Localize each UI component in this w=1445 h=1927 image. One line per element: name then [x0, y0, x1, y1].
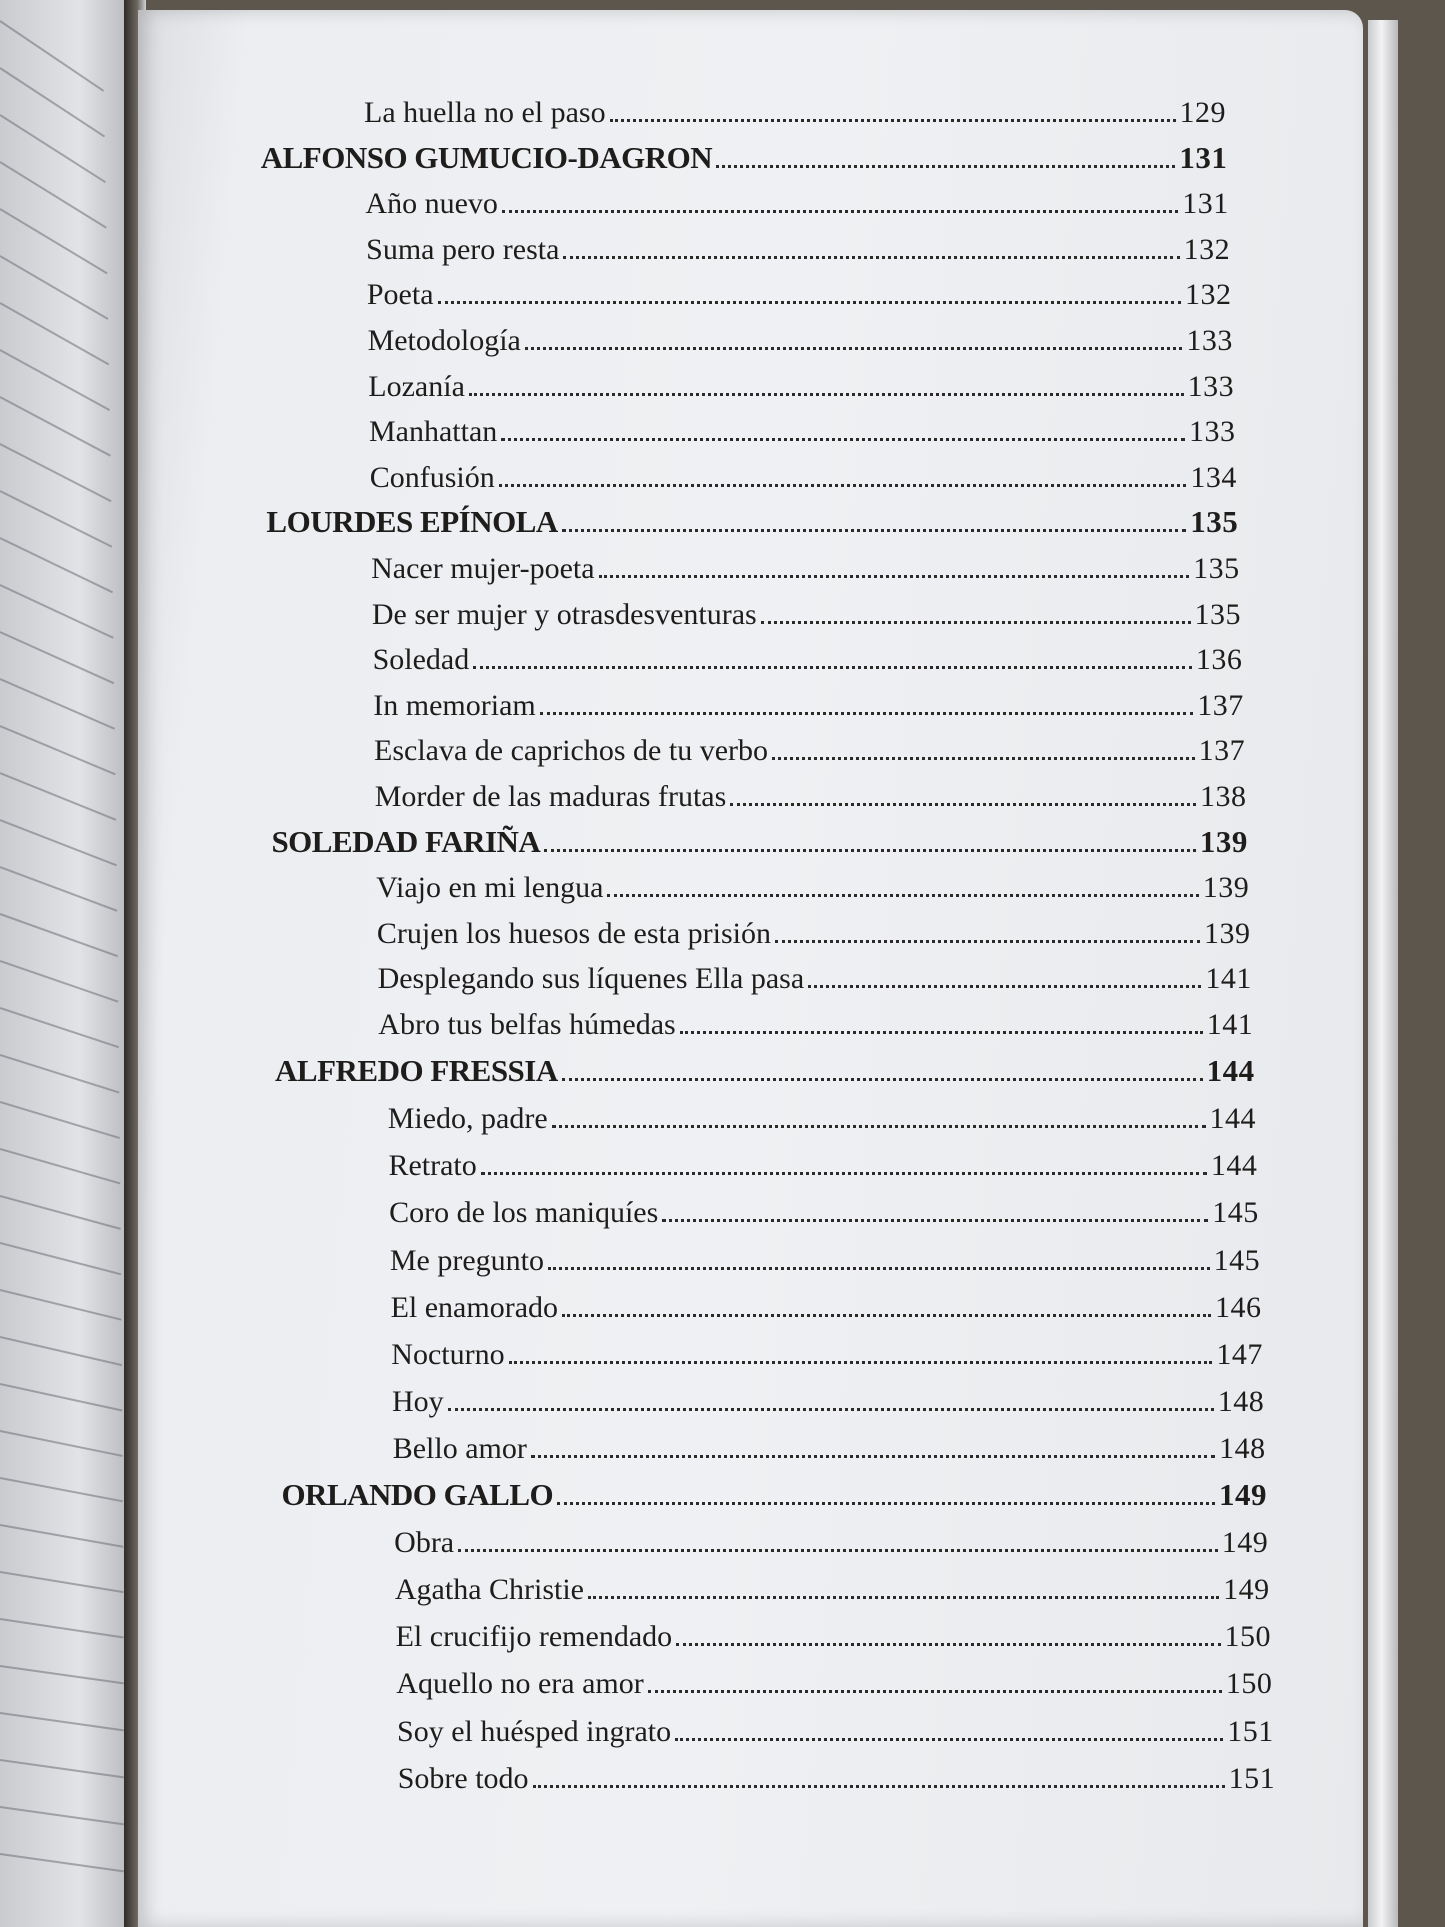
dot-leader	[509, 1361, 1213, 1364]
toc-entry-title: El crucifijo remendado	[395, 1620, 673, 1654]
toc-poem-entry	[396, 1657, 1272, 1701]
toc-entry-title: Metodología	[367, 324, 521, 357]
facing-page-line	[0, 1665, 124, 1684]
page-stack-edge	[1368, 20, 1398, 1927]
toc-page-number: 133	[1187, 369, 1235, 403]
toc-entry-title: ALFONSO GUMUCIO-DAGRON	[260, 139, 713, 175]
toc-poem-entry	[388, 1139, 1257, 1183]
toc-poem-entry	[388, 1092, 1256, 1136]
toc-poem-entry	[391, 1281, 1262, 1325]
toc-page-number: 150	[1224, 1620, 1272, 1654]
toc-page-number: 148	[1217, 1384, 1265, 1418]
toc-entry-title: Hoy	[392, 1384, 444, 1418]
toc-poem-entry	[394, 1516, 1268, 1560]
toc-poem-entry	[371, 542, 1240, 586]
toc-entry-title: Soy el huésped ingrato	[397, 1714, 672, 1748]
dot-leader	[481, 1172, 1207, 1175]
facing-page-line	[0, 725, 116, 775]
toc-author-entry	[261, 132, 1228, 176]
toc-entry-title: Bello amor	[392, 1431, 527, 1465]
dot-leader	[473, 666, 1192, 669]
toc-page-number: 138	[1199, 780, 1247, 813]
toc-entry-title: Viajo en mi lengua	[376, 871, 604, 905]
toc-entry-title: Sobre todo	[397, 1761, 529, 1795]
dot-leader	[552, 1125, 1206, 1128]
toc-author-entry	[271, 816, 1247, 860]
facing-page-line	[0, 1054, 120, 1093]
facing-page-line	[0, 396, 111, 456]
dot-leader	[648, 1690, 1222, 1693]
toc-entry-title: La huella no el paso	[364, 96, 606, 129]
toc-entry-title: Soledad	[372, 643, 470, 677]
toc-page-number: 149	[1221, 1526, 1269, 1560]
toc-page-number: 144	[1209, 1102, 1257, 1136]
facing-page-line	[0, 20, 104, 92]
toc-poem-entry	[375, 770, 1247, 814]
toc-entry-title: Confusión	[369, 460, 495, 494]
facing-page-line	[0, 960, 119, 1003]
dot-leader	[448, 1408, 1214, 1411]
dot-leader	[610, 119, 1176, 122]
dot-leader	[562, 1078, 1203, 1081]
dot-leader	[730, 803, 1196, 806]
toc-entry-title: LOURDES EPÍNOLA	[266, 504, 558, 540]
facing-page-line	[0, 1383, 122, 1411]
toc-page-number: 132	[1183, 232, 1231, 266]
toc-entry-title: Me pregunto	[389, 1243, 545, 1277]
dot-leader	[458, 1549, 1218, 1552]
dot-leader	[502, 210, 1178, 213]
toc-page-number: 145	[1213, 1243, 1261, 1277]
facing-page-line	[0, 1195, 121, 1230]
toc-entry-title: El enamorado	[390, 1290, 559, 1324]
toc-page-number: 133	[1189, 415, 1236, 449]
toc-poem-entry	[370, 451, 1237, 495]
toc-entry-title: Poeta	[366, 278, 434, 312]
facing-page-line	[0, 1806, 124, 1825]
dot-leader	[775, 940, 1200, 943]
toc-entry-title: Agatha Christie	[394, 1573, 585, 1607]
dot-leader	[531, 1455, 1215, 1458]
toc-entry-title: Crujen los huesos de esta prisión	[376, 916, 771, 950]
toc-entry-title: ALFREDO FRESSIA	[275, 1053, 558, 1089]
facing-page-line	[0, 1101, 120, 1139]
toc-poem-entry	[377, 907, 1251, 951]
toc-page-number: 136	[1195, 643, 1243, 677]
toc-poem-entry	[368, 360, 1234, 404]
toc-page-number: 144	[1210, 1149, 1258, 1183]
toc-page-number: 149	[1223, 1573, 1270, 1607]
toc-entry-title: Lozanía	[368, 369, 465, 403]
toc-entry-title: Suma pero resta	[366, 232, 560, 266]
toc-author-entry	[266, 496, 1238, 540]
toc-page-number: 135	[1193, 552, 1240, 585]
toc-poem-entry	[373, 679, 1243, 723]
facing-page-line	[0, 678, 115, 730]
toc-poem-entry	[396, 1610, 1271, 1654]
dot-leader	[525, 347, 1182, 350]
toc-poem-entry	[373, 633, 1243, 677]
toc-page-number: 134	[1190, 460, 1237, 494]
toc-poem-entry	[393, 1422, 1266, 1466]
toc-author-entry	[275, 1045, 1255, 1089]
dot-leader	[469, 393, 1184, 396]
toc-page-number: 145	[1212, 1196, 1259, 1230]
toc-poem-entry	[368, 314, 1233, 358]
toc-entry-title: Abro tus belfas húmedas	[378, 1008, 676, 1041]
toc-entry-title: Nocturno	[391, 1337, 505, 1371]
dot-leader	[662, 1219, 1208, 1222]
facing-page-line	[0, 1242, 121, 1275]
dot-leader	[499, 484, 1187, 487]
toc-poem-entry	[378, 952, 1252, 996]
dot-leader	[548, 1267, 1210, 1270]
facing-page-line	[0, 1618, 124, 1638]
toc-page-number: 139	[1202, 871, 1250, 905]
toc-entry-title: SOLEDAD FARIÑA	[271, 823, 541, 859]
toc-poem-entry	[367, 268, 1232, 312]
facing-page-line	[0, 913, 118, 957]
toc-entry-title: Nacer mujer-poeta	[371, 552, 595, 585]
toc-entry-title: Año nuevo	[365, 187, 498, 221]
toc-entry-title: Miedo, padre	[387, 1102, 548, 1136]
toc-poem-entry	[392, 1375, 1264, 1419]
toc-poem-entry	[365, 177, 1228, 221]
toc-poem-entry	[364, 86, 1226, 130]
toc-page-number: 139	[1199, 823, 1248, 859]
toc-poem-entry	[391, 1328, 1263, 1372]
facing-page-line	[0, 1712, 124, 1731]
toc-page-number: 141	[1205, 962, 1252, 996]
toc-page-number: 139	[1204, 916, 1251, 950]
facing-page-line	[0, 1853, 124, 1872]
toc-entry-title: Morder de las maduras frutas	[374, 780, 727, 813]
toc-page-number: 137	[1197, 688, 1244, 722]
toc-poem-entry	[372, 588, 1241, 632]
toc-poem-entry	[398, 1752, 1275, 1796]
dot-leader	[533, 1785, 1225, 1788]
toc-poem-entry	[378, 998, 1253, 1042]
dot-leader	[675, 1738, 1223, 1741]
toc-page-number: 129	[1179, 96, 1226, 129]
toc-poem-entry	[374, 724, 1245, 768]
facing-page-line	[0, 1524, 123, 1548]
toc-poem-entry	[390, 1234, 1260, 1278]
facing-page-line	[0, 1289, 122, 1321]
toc-entry-title: De ser mujer y otrasdesventuras	[371, 597, 757, 631]
facing-page-line	[0, 584, 114, 639]
dot-leader	[716, 165, 1175, 168]
toc-entry-title: Obra	[394, 1526, 455, 1560]
toc-entry-title: In memoriam	[373, 688, 536, 722]
facing-page-line	[0, 866, 117, 912]
dot-leader	[588, 1596, 1219, 1599]
facing-page-line	[0, 443, 112, 502]
toc-page-number: 135	[1194, 597, 1241, 631]
dot-leader	[544, 849, 1196, 852]
toc-page-number: 144	[1206, 1053, 1255, 1089]
facing-page-line	[0, 1477, 123, 1502]
toc-page-number: 131	[1182, 187, 1229, 221]
toc-poem-entry	[395, 1563, 1270, 1607]
toc-entry-title: Coro de los maniquíes	[389, 1196, 659, 1230]
facing-page-line	[0, 772, 116, 821]
dot-leader	[808, 985, 1201, 988]
dot-leader	[562, 1314, 1211, 1317]
dot-leader	[599, 575, 1190, 578]
facing-page-line	[0, 1759, 124, 1778]
toc-page-number: 131	[1179, 139, 1228, 175]
facing-page-line	[0, 819, 117, 866]
facing-page-line	[0, 1336, 122, 1366]
dot-leader	[772, 757, 1195, 760]
toc-entry-title: Retrato	[388, 1149, 477, 1183]
toc-page-number: 146	[1214, 1290, 1262, 1324]
toc-page-number: 132	[1184, 278, 1232, 312]
toc-page-number: 150	[1225, 1667, 1273, 1701]
toc-poem-entry	[376, 861, 1249, 905]
dot-leader	[563, 256, 1179, 259]
toc-page-number: 151	[1227, 1714, 1274, 1748]
facing-page-line	[0, 631, 114, 684]
toc-entry-title: Manhattan	[369, 415, 498, 449]
facing-page-line	[0, 537, 113, 593]
toc-page-number: 141	[1206, 1008, 1254, 1041]
toc-page-number: 133	[1186, 324, 1233, 357]
toc-entry-title: Aquello no era amor	[396, 1667, 644, 1701]
dot-leader	[540, 712, 1193, 715]
toc-poem-entry	[369, 405, 1236, 449]
facing-page-line	[0, 490, 112, 548]
toc-page-number: 147	[1216, 1337, 1263, 1371]
facing-page-line	[0, 1148, 120, 1184]
toc-poem-entry	[366, 223, 1230, 267]
facing-page-line	[0, 1007, 119, 1048]
book-page	[138, 10, 1363, 1927]
toc-poem-entry	[389, 1186, 1259, 1230]
facing-page-line	[0, 1571, 124, 1593]
facing-page-line	[0, 1430, 123, 1457]
toc-page-number: 151	[1228, 1761, 1276, 1795]
dot-leader	[501, 438, 1185, 441]
toc-page-number: 135	[1190, 504, 1239, 540]
toc-entry-title: Desplegando sus líquenes Ella pasa	[377, 962, 805, 996]
toc-poem-entry	[397, 1705, 1274, 1749]
dot-leader	[680, 1031, 1203, 1034]
dot-leader	[438, 301, 1181, 304]
toc-author-entry	[281, 1469, 1267, 1513]
toc-page-number: 149	[1218, 1477, 1267, 1512]
toc-entry-title: Esclava de caprichos de tu verbo	[374, 734, 768, 768]
toc-entry-title: ORLANDO GALLO	[281, 1477, 554, 1512]
dot-leader	[557, 1502, 1215, 1505]
dot-leader	[607, 894, 1198, 897]
dot-leader	[562, 529, 1186, 532]
dot-leader	[761, 621, 1191, 624]
dot-leader	[676, 1643, 1220, 1646]
toc-page-number: 148	[1219, 1431, 1266, 1465]
facing-page-edge	[0, 0, 132, 1927]
toc-page-number: 137	[1198, 734, 1246, 768]
facing-page-line	[0, 349, 110, 411]
